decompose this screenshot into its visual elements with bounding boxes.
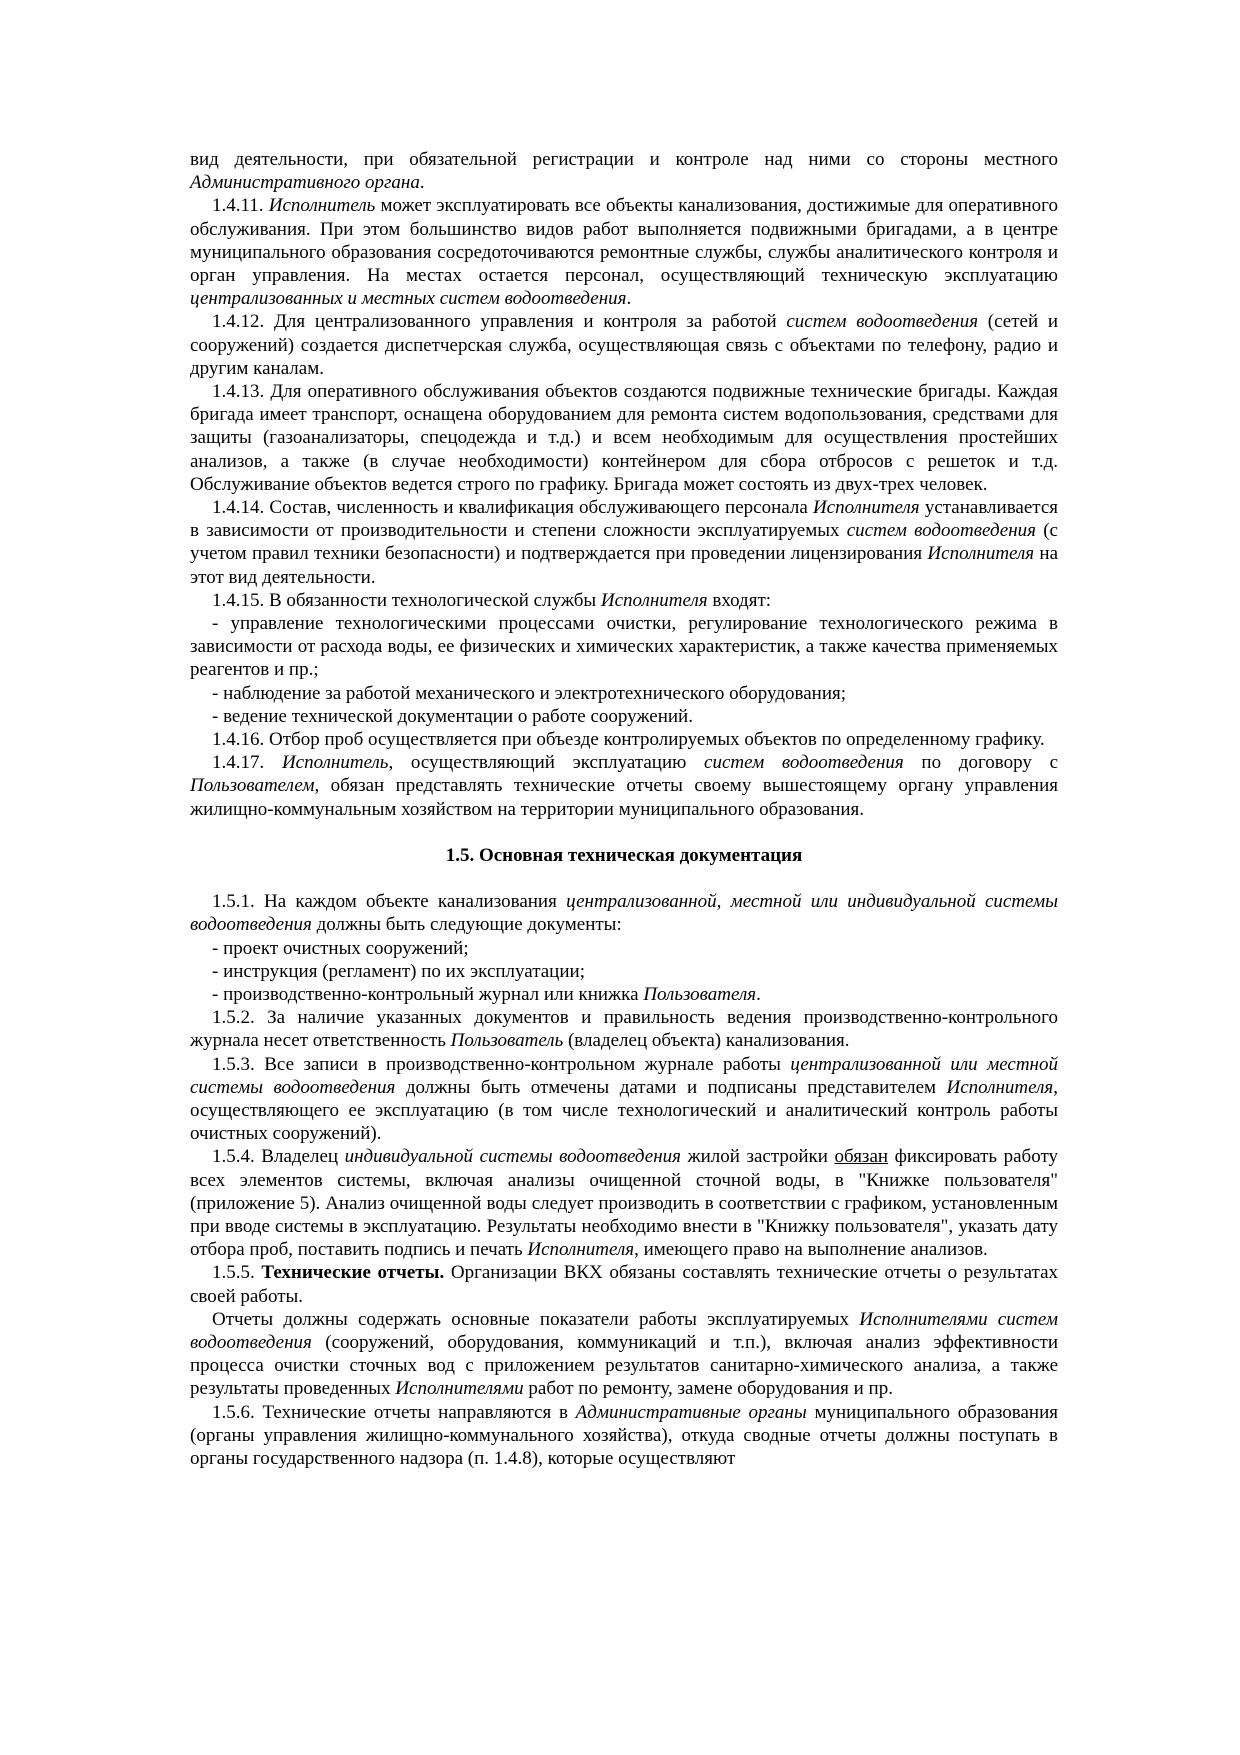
paragraph-1-5-3: 1.5.3. Все записи в производственно-контрольном журнале работы централизованной или местной системы водоотведения должны быть отмечены датами и подписаны представителем Исполнителя, осуществляющего ее эксплуатацию (в том числе технологический и аналитический контроль работы очистных сооружений). [190, 1053, 1058, 1145]
list-item: - управление технологическими процессами очистки, регулирование технологического режима в зависимости от расхода воды, ее физических и химических характеристик, а также качества применяемых реагентов и пр.; [190, 613, 1058, 681]
paragraph-1-5-5: 1.5.5. Технические отчеты. Организации ВКХ обязаны составлять технические отчеты о результатах своей работы. [190, 1262, 1059, 1307]
paragraph-1-4-14: 1.4.14. Состав, численность и квалификация обслуживающего персонала Исполнителя устанавливается в зависимости от производительности и степени сложности эксплуатируемых систем водоотведения (с учетом правил техники безопасности) и подтверждается при проведении лицензирования Исполнителя на этот вид деятельности. [190, 497, 1059, 588]
paragraph-1-4-12: 1.4.12. Для централизованного управления и контроля за работой систем водоотведения (сетей и сооружений) создается диспетчерская служба, осуществляющая связь с объектами по телефону, радио и другим каналам. [190, 311, 1058, 379]
paragraph-1-4-11: 1.4.11. Исполнитель может эксплуатировать все объекты канализования, достижимые для оперативного обслуживания. При этом большинство видов работ выполняется подвижными бригадами, а в центре муниципального образования сосредоточиваются ремонтные службы, службы аналитического контроля и орган управления. На местах остается персонал, осуществляющий техническую эксплуатацию централизованных и местных систем водоотведения. [190, 195, 1059, 310]
paragraph-1-4-13: 1.4.13. Для оперативного обслуживания объектов создаются подвижные технические бригады. Каждая бригада имеет транспорт, оснащена оборудованием для ремонта систем водопользования, средствами для защиты (газоанализаторы, спецодежда и т.д.) и всем необходимым для осуществления простейших анализов, а также (в случае необходимости) контейнером для сбора отбросов с решеток и т.д. Обслуживание объектов ведется строго по графику. Бригада может состоять из двух-трех человек. [190, 381, 1058, 495]
paragraph-1-5-1: 1.5.1. На каждом объекте канализования централизованной, местной или индивидуальной системы водоотведения должны быть следующие документы: [190, 891, 1058, 936]
paragraph-reports: Отчеты должны содержать основные показатели работы эксплуатируемых Исполнителями систем водоотведения (сооружений, оборудования, коммуникаций и т.п.), включая анализ эффективности процесса очистки сточных вод с приложением результатов санитарно-химического анализа, а также результаты проведенных Исполнителями работ по ремонту, замене оборудования и пр. [190, 1308, 1058, 1400]
paragraph-1-4-17: 1.4.17. Исполнитель, осуществляющий эксплуатацию систем водоотведения по договору с Пользователем, обязан представлять технические отчеты своему вышестоящему органу управления жилищно-коммунальным хозяйством на территории муниципального образования. [190, 752, 1059, 820]
paragraph-1-4-15: 1.4.15. В обязанности технологической службы Исполнителя входят: [212, 589, 772, 611]
paragraph-1-5-6: 1.5.6. Технические отчеты направляются в Административные органы муниципального образования (органы управления жилищно-коммунального хозяйства), откуда сводные отчеты должны поступать в органы государственного надзора (п. 1.4.8), которые осуществляют [190, 1401, 1058, 1469]
list-item: - ведение технической документации о работе сооружений. [212, 705, 693, 727]
list-item: - проект очистных сооружений; [212, 937, 469, 959]
paragraph-1-5-4: 1.5.4. Владелец индивидуальной системы водоотведения жилой застройки обязан фиксировать работу всех элементов системы, включая анализы очищенной сточной воды, в "Книжке пользователя" (приложение 5). Анализ очищенной воды следует производить в соответствии с графиком, установленным при вводе системы в эксплуатацию. Результаты необходимо внести в "Книжку пользователя", указать дату отбора проб, поставить подпись и печать Исполнителя, имеющего право на выполнение анализов. [190, 1146, 1058, 1261]
document-page [190, 148, 1058, 1470]
list-item: - инструкция (регламент) по их эксплуатации; [212, 960, 585, 982]
list-item: - наблюдение за работой механического и электротехнического оборудования; [212, 682, 847, 704]
section-heading: 1.5. Основная техническая документация [445, 844, 803, 866]
paragraph-continuation: вид деятельности, при обязательной регистрации и контроле над ними со стороны местного Административного органа. [190, 149, 1058, 194]
paragraph-1-5-2: 1.5.2. За наличие указанных документов и правильность ведения производственно-контрольного журнала несет ответственность Пользователь (владелец объекта) канализования. [190, 1007, 1058, 1052]
list-item: - производственно-контрольный журнал или книжка Пользователя. [212, 983, 761, 1005]
paragraph-1-4-16: 1.4.16. Отбор проб осуществляется при объезде контролируемых объектов по определенному графику. [212, 729, 1045, 751]
